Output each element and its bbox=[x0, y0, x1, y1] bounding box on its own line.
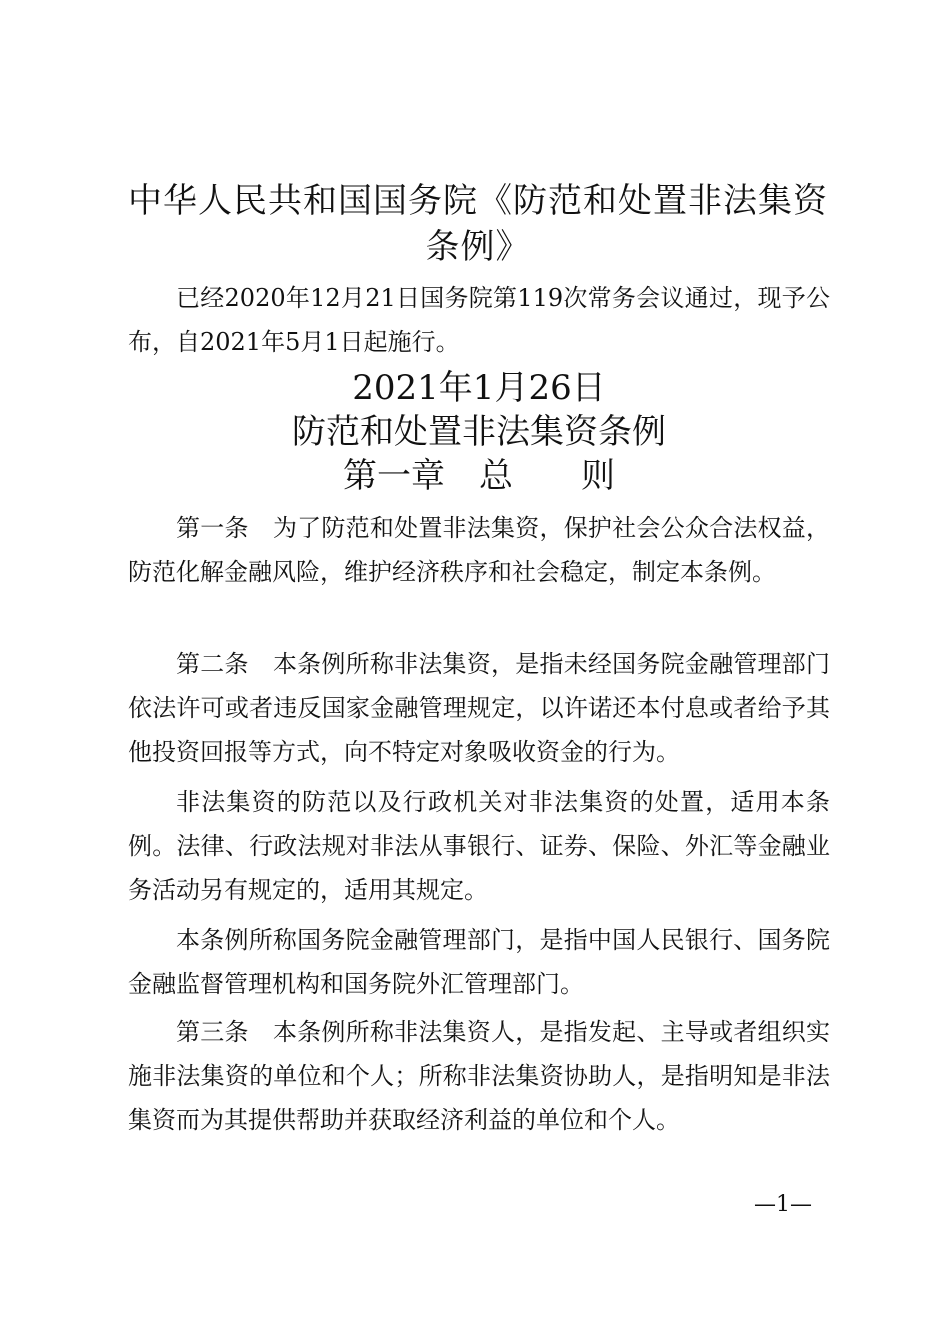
issue-date: 2021年1月26日 bbox=[352, 368, 606, 408]
article-paragraph bbox=[128, 506, 830, 594]
article-number: 第一条 bbox=[176, 514, 249, 542]
article-text: 本条例所称非法集资人，是指发起、主导或者组织实施非法集资的单位和个人；所称非法集资协助人，是指明知是非法集资而为其提供帮助并获取经济利益的单位和个人。 bbox=[128, 1018, 831, 1134]
article-number: 第三条 bbox=[176, 1018, 249, 1046]
article-text: 本条例所称非法集资，是指未经国务院金融管理部门依法许可或者违反国家金融管理规定，以许诺还本付息或者给予其他投资回报等方式，向不特定对象吸收资金的行为。 bbox=[128, 650, 831, 766]
article-paragraph bbox=[128, 1010, 830, 1142]
document-title: 中华人民共和国国务院《防范和处置非法集资条例》 bbox=[128, 181, 828, 267]
chapter-title: 第一章 总 则 bbox=[343, 456, 615, 496]
article-paragraph: 本条例所称国务院金融管理部门，是指中国人民银行、国务院金融监督管理机构和国务院外汇管理部门。 bbox=[128, 926, 830, 998]
article-paragraph: 非法集资的防范以及行政机关对非法集资的处置，适用本条例。法律、行政法规对非法从事银行、证券、保险、外汇等金融业务活动另有规定的，适用其规定。 bbox=[128, 788, 830, 904]
regulation-title: 防范和处置非法集资条例 bbox=[292, 412, 666, 452]
article-text: 为了防范和处置非法集资，保护社会公众合法权益，防范化解金融风险，维护经济秩序和社会稳定，制定本条例。 bbox=[128, 514, 831, 586]
announcement-paragraph: 已经2020年12月21日国务院第119次常务会议通过，现予公布，自2021年5月1日起施行。 bbox=[128, 284, 830, 356]
article-number: 第二条 bbox=[176, 650, 249, 678]
article-paragraph bbox=[128, 642, 830, 774]
page-number: —1— bbox=[754, 1192, 812, 1217]
